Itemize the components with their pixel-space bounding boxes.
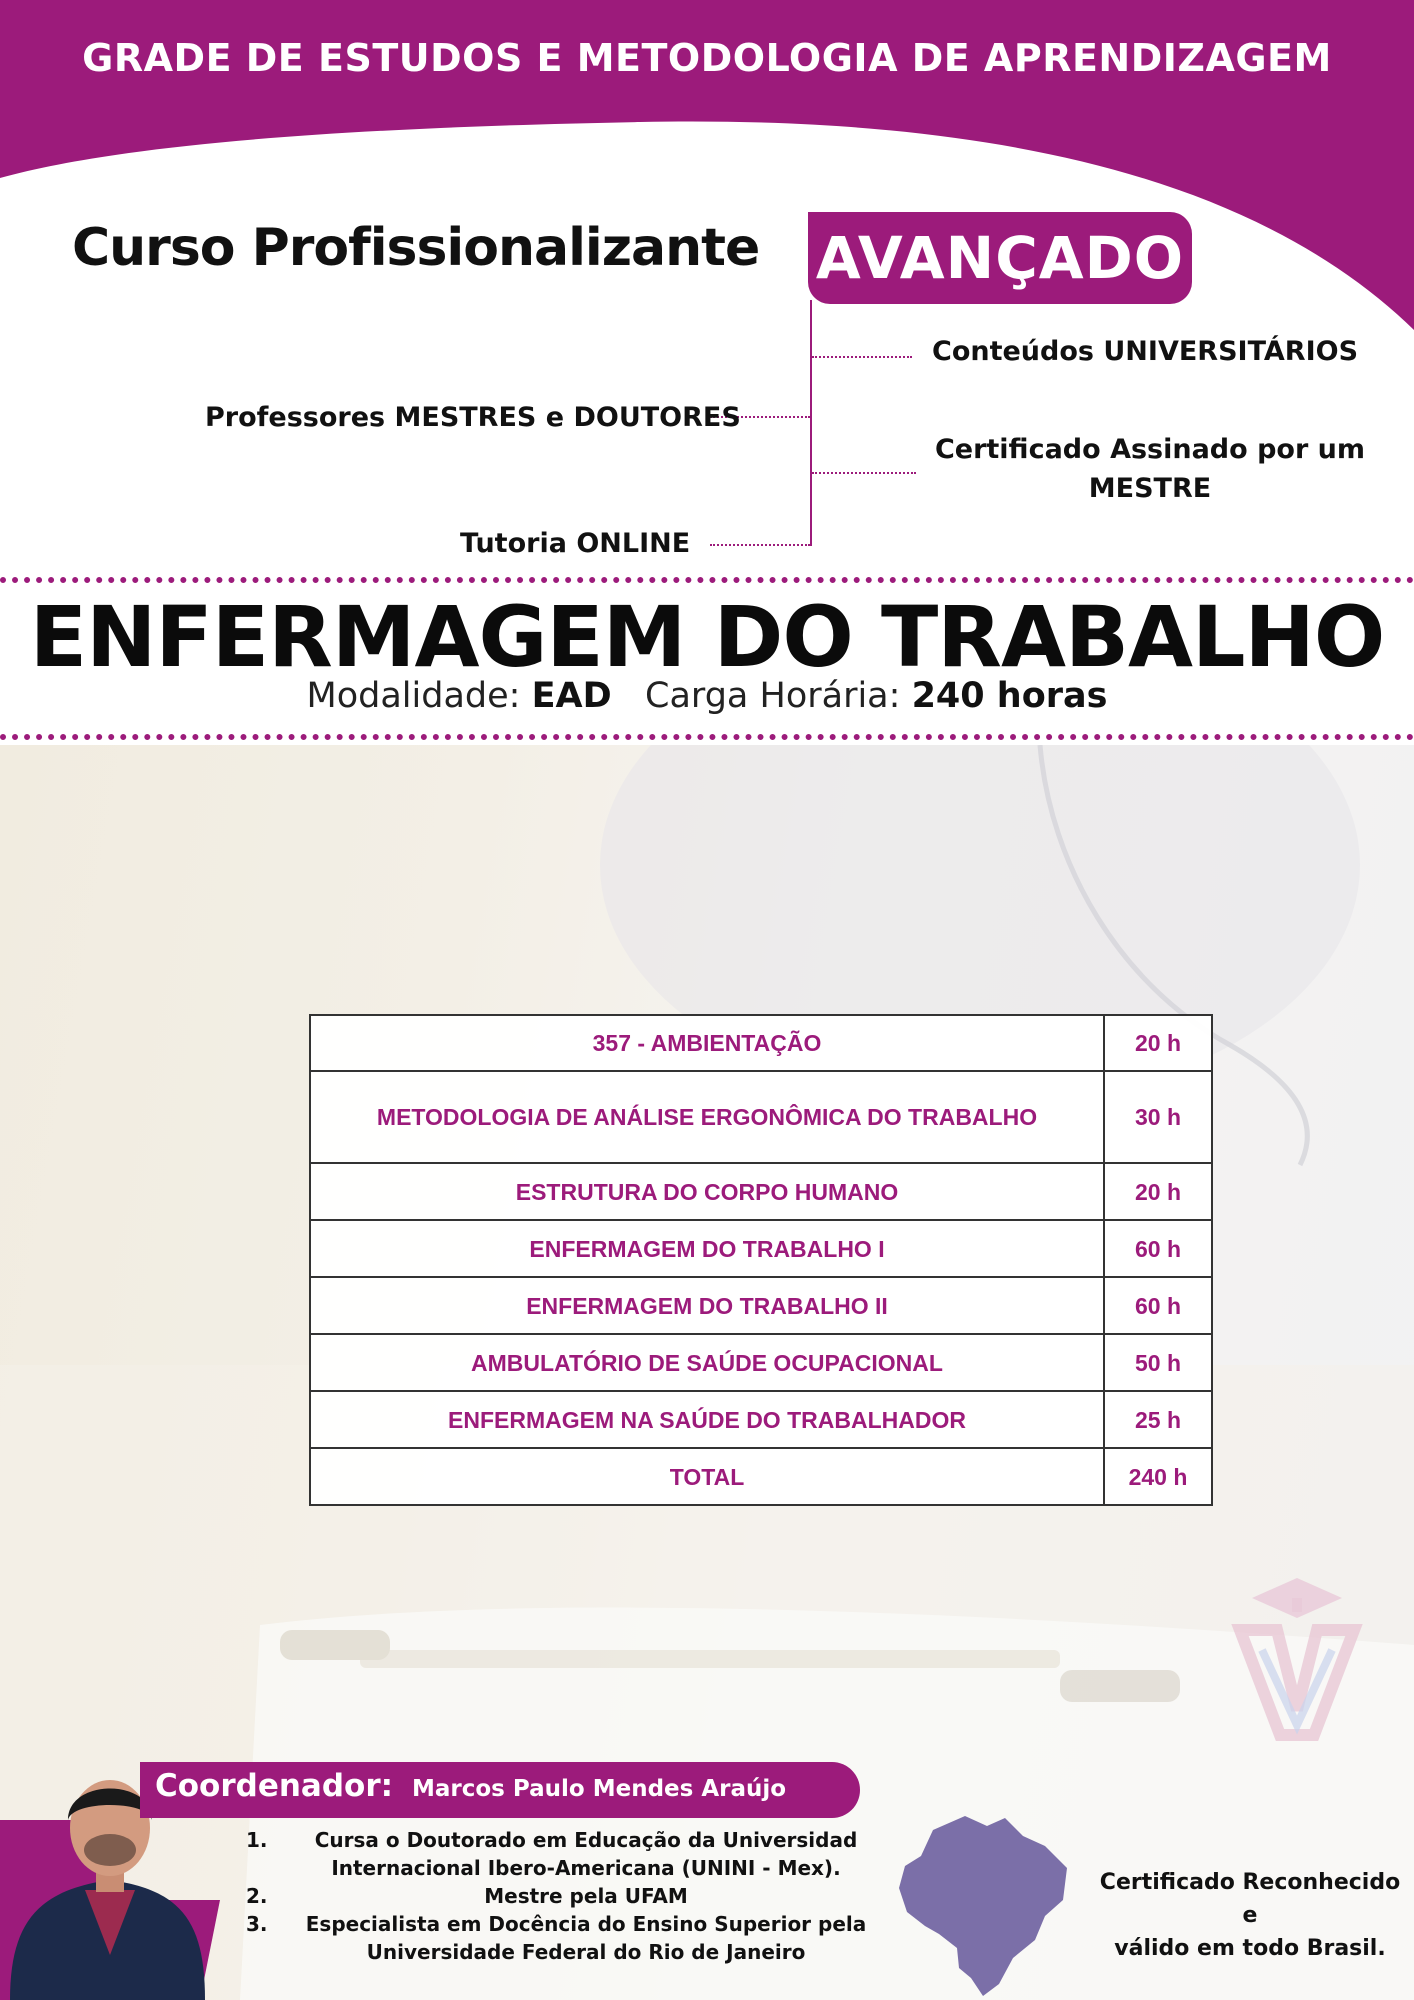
feature-certificate bbox=[920, 430, 1380, 508]
institution-logo-icon bbox=[1222, 1560, 1372, 1750]
total-label-cell: TOTAL bbox=[310, 1448, 1104, 1505]
credential-number: 2. bbox=[246, 1884, 268, 1908]
feature-certificate-line1: Certificado Assinado por um bbox=[934, 434, 1366, 465]
feature-certificate-line2: MESTRE bbox=[1088, 473, 1212, 504]
hours-cell: 30 h bbox=[1104, 1071, 1212, 1163]
credential-line: Internacional Ibero-Americana (UNINI - Mex). bbox=[331, 1856, 841, 1880]
subject-cell: METODOLOGIA DE ANÁLISE ERGONÔMICA DO TRABALHO bbox=[310, 1071, 1104, 1163]
hours-cell: 25 h bbox=[1104, 1391, 1212, 1448]
credential-item bbox=[246, 1882, 886, 1910]
connector-certificate bbox=[812, 472, 916, 474]
credential-item bbox=[246, 1910, 886, 1966]
hours-cell: 20 h bbox=[1104, 1163, 1212, 1220]
level-badge: AVANÇADO bbox=[808, 212, 1192, 304]
certification-line1: Certificado Reconhecido e bbox=[1099, 1870, 1401, 1928]
subject-cell: ENFERMAGEM NA SAÚDE DO TRABALHADOR bbox=[310, 1391, 1104, 1448]
workload-label: Carga Horária: bbox=[645, 676, 901, 716]
subject-cell: ESTRUTURA DO CORPO HUMANO bbox=[310, 1163, 1104, 1220]
grade-table bbox=[309, 1014, 1213, 1506]
coordinator-name: Marcos Paulo Mendes Araújo bbox=[412, 1776, 787, 1802]
subject-cell: AMBULATÓRIO DE SAÚDE OCUPACIONAL bbox=[310, 1334, 1104, 1391]
credential-line: Cursa o Doutorado em Educação da Universidad bbox=[314, 1828, 858, 1852]
course-meta bbox=[0, 676, 1414, 716]
table-row bbox=[310, 1220, 1212, 1277]
table-row bbox=[310, 1015, 1212, 1071]
credential-line: Mestre pela UFAM bbox=[484, 1884, 688, 1908]
hours-cell: 20 h bbox=[1104, 1015, 1212, 1071]
hours-cell: 60 h bbox=[1104, 1277, 1212, 1334]
table-row-total bbox=[310, 1448, 1212, 1505]
certification-note bbox=[1092, 1866, 1408, 1965]
connector-content bbox=[812, 356, 912, 358]
subject-cell: ENFERMAGEM DO TRABALHO I bbox=[310, 1220, 1104, 1277]
subject-cell: 357 - AMBIENTAÇÃO bbox=[310, 1015, 1104, 1071]
certification-line2: válido em todo Brasil. bbox=[1114, 1936, 1386, 1961]
course-type: Curso Profissionalizante bbox=[72, 218, 760, 278]
modality-value: EAD bbox=[531, 676, 612, 716]
course-title: ENFERMAGEM DO TRABALHO bbox=[29, 588, 1385, 686]
credential-number: 3. bbox=[246, 1912, 268, 1936]
title-divider-bottom bbox=[0, 734, 1414, 740]
feature-tutoring: Tutoria ONLINE bbox=[460, 528, 691, 559]
subject-cell: ENFERMAGEM DO TRABALHO II bbox=[310, 1277, 1104, 1334]
credential-line: Universidade Federal do Rio de Janeiro bbox=[366, 1940, 806, 1964]
connector-vertical-line bbox=[810, 300, 812, 546]
feature-content: Conteúdos UNIVERSITÁRIOS bbox=[932, 336, 1359, 367]
credential-line: Especialista em Docência do Ensino Superior pela bbox=[305, 1912, 867, 1936]
coordinator-credentials bbox=[246, 1826, 886, 1966]
connector-tutoring bbox=[710, 544, 810, 546]
credential-item bbox=[246, 1826, 886, 1882]
page-header-title: GRADE DE ESTUDOS E METODOLOGIA DE APRENDIZAGEM bbox=[82, 36, 1332, 80]
hours-cell: 60 h bbox=[1104, 1220, 1212, 1277]
coordinator-label: Coordenador: bbox=[155, 1768, 394, 1804]
workload-value: 240 horas bbox=[911, 676, 1108, 716]
brazil-map-icon bbox=[895, 1808, 1075, 2000]
table-row bbox=[310, 1071, 1212, 1163]
title-divider-top bbox=[0, 577, 1414, 583]
table-row bbox=[310, 1334, 1212, 1391]
total-hours-cell: 240 h bbox=[1104, 1448, 1212, 1505]
credential-number: 1. bbox=[246, 1828, 268, 1852]
table-row bbox=[310, 1277, 1212, 1334]
feature-teachers: Professores MESTRES e DOUTORES bbox=[205, 402, 741, 433]
hours-cell: 50 h bbox=[1104, 1334, 1212, 1391]
table-row bbox=[310, 1163, 1212, 1220]
modality-label: Modalidade: bbox=[306, 676, 521, 716]
table-row bbox=[310, 1391, 1212, 1448]
